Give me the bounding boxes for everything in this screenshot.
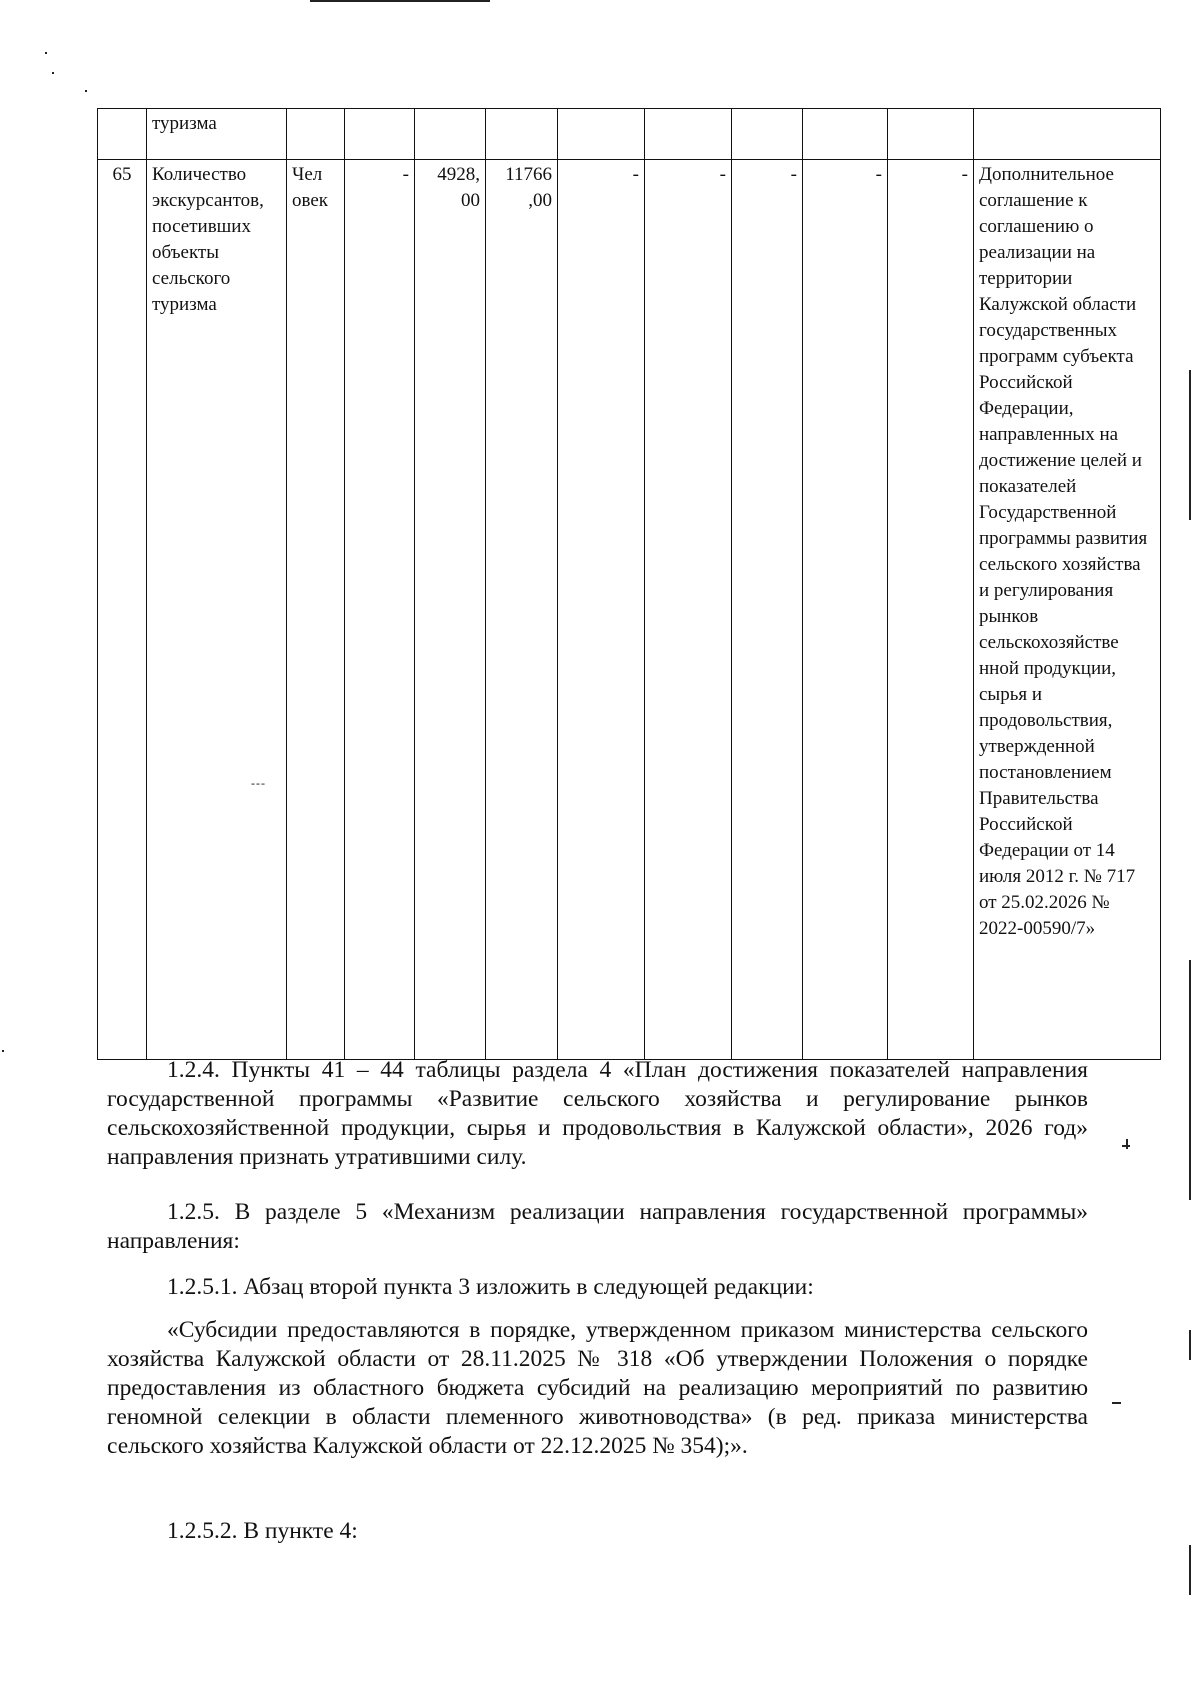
scan-artifact-dot xyxy=(85,90,87,92)
cell-number xyxy=(98,109,147,160)
cell-indicator xyxy=(147,160,287,1060)
cell-value xyxy=(732,109,803,160)
scan-artifact-mark xyxy=(1112,1402,1121,1404)
cell-value xyxy=(803,109,888,160)
scan-artifact-dot xyxy=(52,72,54,74)
scan-artifact-mark xyxy=(1126,1139,1128,1149)
scan-artifact-edge xyxy=(1189,370,1191,520)
scan-artifact-top xyxy=(310,0,490,2)
paragraph-1-2-5-2: 1.2.5.2. В пункте 4: xyxy=(167,1518,358,1544)
cell-value-7: - xyxy=(888,160,974,1060)
cell-value xyxy=(645,109,732,160)
cell-basis xyxy=(974,109,1161,160)
cell-value xyxy=(415,109,486,160)
paragraph-quote: «Субсидии предоставляются в порядке, утвержденном приказом министерства сельского хозяйства Калужской области от 28.11.2025 № 318 «Об утверждении Положения о порядке предоставления из областного бюджета субсидий на реализацию мероприятий по развитию геномной селекции в области племенного животноводства» (в ред. приказа министерства сельского хозяйства Калужской области от 22.12.2025 № 354);». xyxy=(107,1317,1088,1459)
scan-artifact-dash: ‐‐‐ xyxy=(251,776,266,790)
cell-basis: Дополнительное соглашение к соглашению о реализации на территории Калужской области государственных программ субъекта Российской Федерации, направленных на достижение целей и показателей Государственной программы развития сельского хозяйства и регулирования рынков сельскохозяйстве нной продукции, сырья и продовольствия, утвержденной постановлением Правительства Российской Федерации от 14 июля 2012 г. № 717 от 25.02.2026 № 2022-00590/7» xyxy=(974,160,1161,1060)
paragraph-1-2-5: 1.2.5. В разделе 5 «Механизм реализации направления государственной программы» направления: xyxy=(107,1199,1088,1254)
scan-artifact-edge xyxy=(1189,1330,1191,1360)
cell-number: 65 xyxy=(98,160,147,1060)
cell-value-2: 11766 ,00 xyxy=(486,160,558,1060)
cell-value xyxy=(888,109,974,160)
cell-value xyxy=(486,109,558,160)
scan-artifact-edge xyxy=(1189,960,1191,1200)
paragraph-1-2-5-1: 1.2.5.1. Абзац второй пункта 3 изложить в следующей редакции: xyxy=(167,1274,814,1300)
cell-indicator: туризма xyxy=(147,109,287,160)
cell-value-5: - xyxy=(732,160,803,1060)
cell-value-3: - xyxy=(558,160,645,1060)
paragraph-1-2-4: 1.2.4. Пункты 41 – 44 таблицы раздела 4 «План достижения показателей направления государственной программы «Развитие сельского хозяйства и регулирование рынков сельскохозяйственной продукции, сырья и продовольствия в Калужской области», 2026 год» направления признать утратившими силу. xyxy=(107,1057,1088,1170)
cell-value-4: - xyxy=(645,160,732,1060)
cell-unit xyxy=(287,109,345,160)
cell-value xyxy=(558,109,645,160)
scan-artifact-dot xyxy=(45,52,47,54)
cell-value-6: - xyxy=(803,160,888,1060)
scan-artifact-edge xyxy=(1189,1545,1191,1595)
scan-artifact-dot xyxy=(2,1050,4,1052)
cell-value xyxy=(345,109,415,160)
indicator-name: Количество экскурсантов, посетивших объекты сельского туризма xyxy=(152,164,264,315)
table-row xyxy=(98,160,1161,1060)
cell-base-value: - xyxy=(345,160,415,1060)
cell-unit: Чел овек xyxy=(287,160,345,1060)
table-row xyxy=(98,109,1161,160)
cell-value-1: 4928, 00 xyxy=(415,160,486,1060)
indicator-table xyxy=(97,108,1161,1060)
